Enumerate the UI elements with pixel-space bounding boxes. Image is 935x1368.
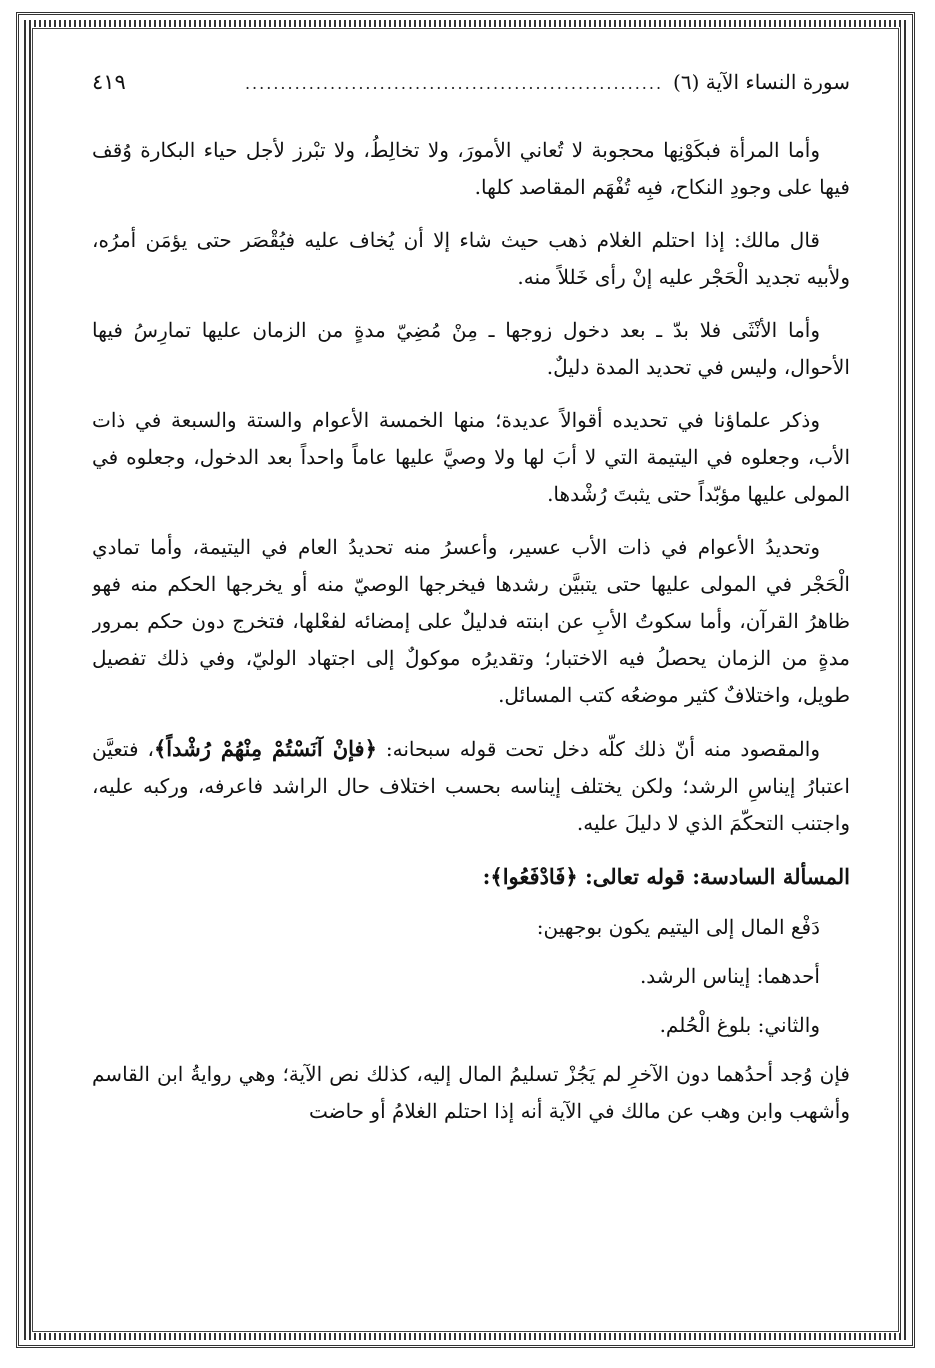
section-heading-text: المسألة السادسة: قوله تعالى: bbox=[577, 864, 850, 889]
paragraph-6 bbox=[92, 730, 850, 842]
header-title: سورة النساء الآية (٦) bbox=[673, 70, 850, 94]
body-text bbox=[92, 132, 850, 1130]
paragraph-5: وتحديدُ الأعوام في ذات الأب عسير، وأعسرُ منه تحديدُ العام في اليتيمة، وأما تمادي الْحَجْر في المولى عليها حتى يتبيَّن رشدها فيخرجها الوصيّ منه أو يخرجها الحكم منه فهو ظاهرُ القرآن، وأما سكوتُ الأبِ عن ابنته فدليلٌ على إمضائه لفعْلها، فتخرج دون حكم بمرور مدةٍ من الزمان يحصلُ فيه الاختبار؛ وتقديرُه موكولٌ إلى اجتهاد الوليّ، وفي ذلك تفصيل طويل، واختلافٌ كثير موضعُه كتب المسائل. bbox=[92, 535, 850, 707]
paragraph-3: وأما الأنْثَى فلا بدّ ـ بعد دخول زوجها ـ مِنْ مُضِيّ مدةٍ من الزمان عليها تمارِسُ فيها الأحوال، وليس في تحديد المدة دليلٌ. bbox=[92, 318, 850, 379]
list-item-first: أحدهما: إيناس الرشد. bbox=[639, 964, 820, 988]
paragraph-2: قال مالك: إذا احتلم الغلام ذهب حيث شاء إلا أن يُخاف عليه فيُقْصَر حتى يؤمَن أمرُه، ولأبيه تجديد الْحَجْر عليه إنْ رأى خَللاً منه. bbox=[92, 228, 850, 289]
page-number: ٤١٩ bbox=[92, 70, 126, 94]
section-heading bbox=[92, 858, 850, 895]
closing-paragraph: فإن وُجد أحدُهما دون الآخرِ لم يَجُزْ تسليمُ المال إليه، كذلك نص الآية؛ وهي روايةُ ابن القاسم وأشهب وابن وهب عن مالك في الآية أنه إذا احتلم الغلامُ أو حاضت bbox=[92, 1062, 850, 1123]
paragraph-6-text-end: ، فتعيَّن اعتبارُ إيناسِ الرشد؛ ولكن يختلف إيناسه بحسب اختلاف حال الراشد فاعرفه، وركبه عليه، واجتنب التحكّمَ الذي لا دليلَ عليه. bbox=[92, 737, 850, 835]
quran-verse: ﴿فإنْ آنَسْتُمْ مِنْهُمْ رُشْداً﴾ bbox=[153, 736, 377, 761]
list-item-second: والثاني: بلوغ الْحُلم. bbox=[659, 1013, 820, 1037]
header-dot-leader: ........................................................... bbox=[244, 74, 664, 93]
page-content bbox=[92, 62, 850, 1312]
paragraph-6-text-start: والمقصود منه أنّ ذلك كلّه دخل تحت قوله سبحانه: bbox=[376, 737, 820, 761]
section-heading-verse: ﴿فَادْفَعُوا﴾ bbox=[490, 864, 578, 889]
paragraph-1: وأما المرأة فبكَوْنِها محجوبة لا تُعاني الأمورَ، ولا تخالِطُ، ولا تبْرز لأجل حياء البكارة وُقف فيها على وجودِ النكاح، فبِه تُفْهَم المقاصد كلها. bbox=[92, 138, 850, 199]
running-header bbox=[92, 62, 850, 102]
paragraph-4: وذكر علماؤنا في تحديده أقوالاً عديدة؛ منها الخمسة الأعوام والستة والسبعة في ذات الأب، وجعلوه في اليتيمة التي لا أبَ لها ولا وصيَّ عليها عاماً واحداً بعد الدخول، وجعلوه في المولى عليها مؤبّداً حتى يثبتَ رُشْدها. bbox=[92, 408, 850, 506]
section-heading-colon: : bbox=[482, 864, 491, 889]
list-intro: دَفْع المال إلى اليتيم يكون بوجهين: bbox=[536, 915, 820, 939]
